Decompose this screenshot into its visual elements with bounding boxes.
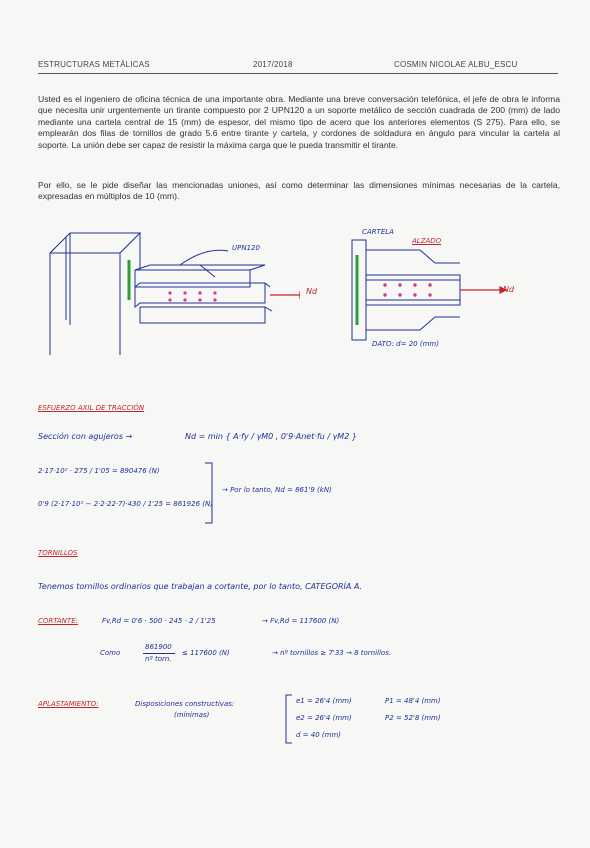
e2-value: e2 = 26'4 (mm)	[296, 714, 352, 722]
bolts-intro: Tenemos tornillos ordinarios que trabajan a cortante, por lo tanto, CATEGORÍA A.	[38, 582, 363, 591]
constructive-minimal: (mínimas)	[174, 711, 210, 719]
right-force-label: Nd	[503, 285, 515, 294]
section-axil-title: ESFUERZO AXIL DE TRACCIÓN	[38, 404, 145, 412]
section-bolts-title: TORNILLOS	[38, 549, 78, 557]
page-header	[38, 60, 558, 74]
d-value: d = 40 (mm)	[296, 731, 341, 739]
como-result: → nº tornillos ≥ 7'33 → 8 tornillos.	[272, 649, 392, 657]
nd-result: → Por lo tanto, Nd = 861'9 (kN)	[222, 486, 332, 494]
cortante-label: CORTANTE:	[38, 617, 78, 625]
header-divider	[38, 73, 558, 74]
p1-value: P1 = 48'4 (mm)	[385, 697, 441, 705]
section-with-holes-label: Sección con agujeros →	[38, 432, 133, 441]
calc-net-section: 0'9 (2·17·10² − 2·2·22·7)·430 / 1'25 = 861926 (N)	[38, 500, 213, 508]
como-fraction-denominator: nº torn.	[145, 655, 172, 663]
e1-value: e1 = 26'4 (mm)	[296, 697, 352, 705]
alzado-label: ALZADO	[412, 237, 442, 245]
connection-elevation-sketch	[340, 235, 515, 345]
fraction-bar	[143, 653, 175, 654]
cartela-label: CARTELA	[362, 228, 394, 236]
cortante-result: → Fv,Rd = 117600 (N)	[262, 617, 340, 625]
connection-3d-sketch	[40, 225, 300, 360]
statement-paragraph-2: Por ello, se le pide diseñar las mencionadas uniones, así como determinar las dimensiones mínimas necesarias de la cartela, expresadas en múltiplos de 10 (mm).	[38, 180, 560, 202]
bracket-dispositions	[285, 694, 293, 744]
calc-gross-section: 2·17·10² · 275 / 1'05 = 890476 (N)	[38, 467, 160, 475]
left-force-label: Nd	[306, 287, 318, 296]
como-fraction-numerator: 861900	[145, 643, 172, 651]
como-rhs: ≤ 117600 (N)	[182, 649, 230, 657]
constructive-dispositions: Disposiciones constructivas:	[135, 700, 235, 708]
p2-value: P2 = 52'8 (mm)	[385, 714, 441, 722]
header-year: 2017/2018	[253, 60, 293, 69]
dato-note: DATO: d= 20 (mm)	[372, 340, 439, 348]
cortante-formula: Fv,Rd = 0'6 · 500 · 245 · 2 / 1'25	[102, 617, 216, 625]
header-author: COSMIN NICOLAE ALBU_ESCU	[394, 60, 518, 69]
como-label: Como	[100, 649, 121, 657]
upn-label: UPN120	[232, 244, 260, 252]
nd-formula: Nd = min { A·fy / γM0 , 0'9·Anet·fu / γM2 }	[185, 432, 357, 441]
header-course: ESTRUCTURAS METÁLICAS	[38, 60, 150, 69]
aplastamiento-label: APLASTAMIENTO:	[38, 700, 99, 708]
bracket	[204, 462, 214, 524]
statement-paragraph-1: Usted es el ingeniero de oficina técnica de una importante obra. Mediante una breve conversación telefónica, el jefe de obra le informa que necesita unir urgentemente un tirante compuesto por 2 UPN120 a un soporte metálico de sección cuadrada de 200 (mm) de lado mediante una cartela central de 15 (mm) de espesor, del mismo tipo de acero que los anteriores elementos (S 275). Para ello, se emplearán dos filas de tornillos de grado 5.6 entre tirante y cartela, y cordones de soldadura en ángulo para vincular la cartela al soporte. La unión debe ser capaz de resistir la máxima carga que le pueda transmitir el tirante.	[38, 94, 560, 150]
